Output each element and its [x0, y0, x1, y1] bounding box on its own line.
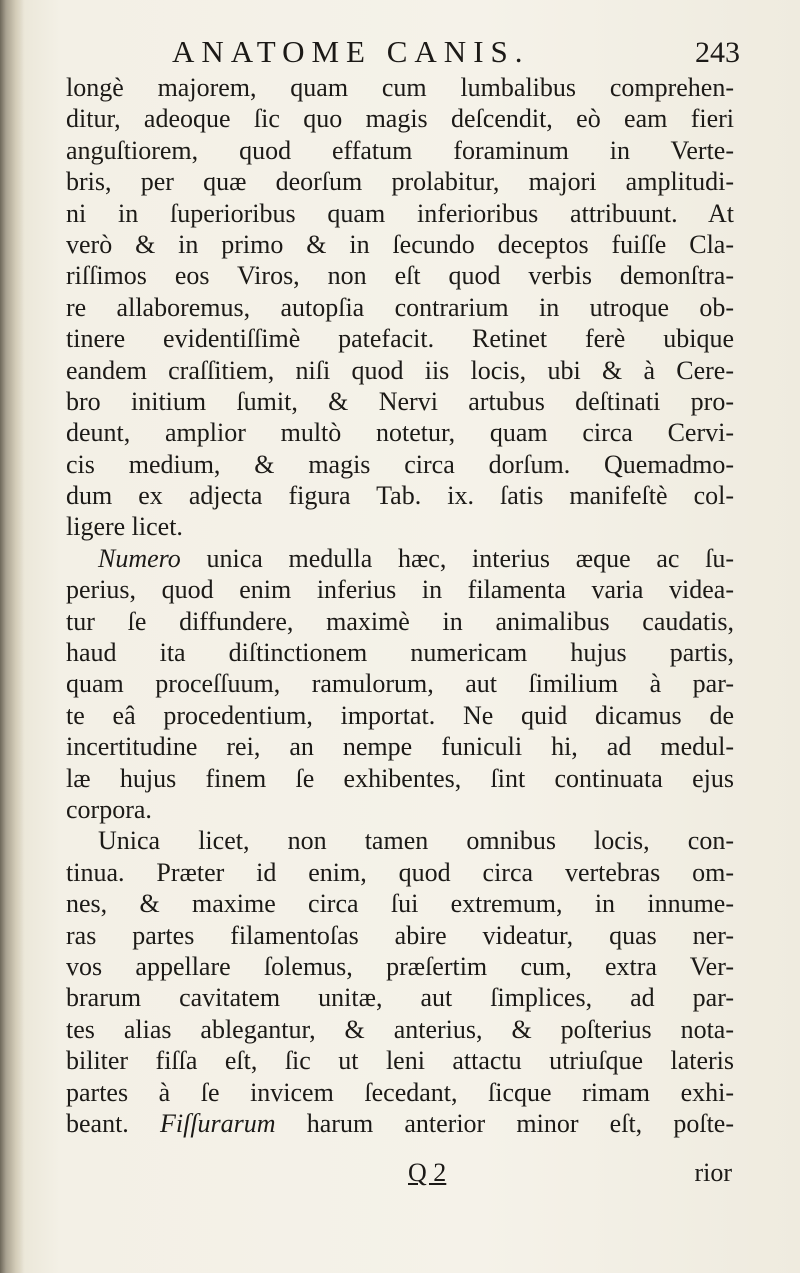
- line-text: beant.: [66, 1108, 160, 1138]
- line-text: haud ita diſtinctionem numericam hujus partis,: [66, 638, 734, 668]
- text-line: [66, 637, 734, 668]
- text-line: [66, 1045, 734, 1076]
- line-text: cis medium, & magis circa dorſum. Quemadmo-: [66, 449, 734, 479]
- running-title: ANATOME CANIS.: [172, 34, 530, 69]
- text-line: [66, 135, 734, 166]
- text-line: [66, 982, 734, 1013]
- text-line: [66, 543, 734, 574]
- line-text: ditur, adeoque ſic quo magis deſcendit, eò eam fieri: [66, 104, 734, 134]
- line-text: verò & in primo & in ſecundo deceptos fuiſſe Cla-: [66, 229, 734, 259]
- line-text: perius, quod enim inferius in filamenta varia videa-: [66, 575, 734, 605]
- line-text: partes à ſe invicem ſecedant, ſicque rimam exhi-: [66, 1077, 734, 1107]
- text-line: [66, 292, 734, 323]
- text-line: [66, 951, 734, 982]
- text-line: [66, 1077, 734, 1108]
- line-text: tur ſe diffundere, maximè in animalibus caudatis,: [66, 606, 734, 636]
- line-text: incertitudine rei, an nempe funiculi hi, ad medul-: [66, 732, 734, 762]
- line-text: bro initium ſumit, & Nervi artubus deſtinati pro-: [66, 386, 734, 416]
- text-line: [66, 731, 734, 762]
- line-text: longè majorem, quam cum lumbalibus comprehen-: [66, 73, 734, 102]
- line-text: unica medulla hæc, interius æque ac ſu-: [180, 543, 734, 573]
- line-text: deunt, amplior multò notetur, quam circa Cervi-: [66, 418, 734, 448]
- catchword: rior: [694, 1158, 732, 1187]
- page-header: [72, 34, 740, 74]
- line-text: læ hujus finem ſe exhibentes, ſint continuata ejus: [66, 763, 734, 793]
- line-text: biliter fiſſa eſt, ſic ut leni attactu utriuſque lateris: [66, 1046, 734, 1076]
- line-text: vos appellare ſolemus, præſertim cum, extra Ver-: [66, 951, 734, 981]
- text-line: [66, 166, 734, 197]
- line-text: tinere evidentiſſimè patefacit. Retinet ferè ubique: [66, 324, 734, 354]
- body-text: [66, 72, 734, 1139]
- text-line: [66, 323, 734, 354]
- line-text: tinua. Præter id enim, quod circa vertebras om-: [66, 857, 734, 887]
- line-text: brarum cavitatem unitæ, aut ſimplices, ad par-: [66, 983, 734, 1013]
- text-line: [66, 700, 734, 731]
- line-text: ras partes filamentoſas abire videatur, quas ner-: [66, 920, 734, 950]
- text-line: [66, 480, 734, 511]
- page-number: 243: [695, 36, 740, 69]
- text-line: [66, 857, 734, 888]
- text-line: [66, 1108, 734, 1139]
- line-text: te eâ procedentium, importat. Ne quid dicamus de: [66, 700, 734, 730]
- line-text: corpora.: [66, 794, 152, 824]
- line-text: dum ex adjecta figura Tab. ix. ſatis manifeſtè col-: [66, 481, 734, 511]
- text-line: [66, 511, 734, 542]
- line-text: riſſimos eos Viros, non eſt quod verbis demonſtra-: [66, 261, 734, 291]
- text-line: [66, 794, 734, 825]
- line-text: bris, per quæ deorſum prolabitur, majori amplitudi-: [66, 167, 734, 197]
- text-line: [66, 386, 734, 417]
- line-text: tes alias ablegantur, & anterius, & poſterius nota-: [66, 1014, 734, 1044]
- text-line: [66, 668, 734, 699]
- text-line: [66, 103, 734, 134]
- binding-gutter: [0, 0, 24, 1273]
- text-line: [66, 355, 734, 386]
- italic-word: Fiſſurarum: [160, 1108, 276, 1138]
- line-text: ni in ſuperioribus quam inferioribus attribuunt. At: [66, 198, 734, 228]
- text-line: [66, 825, 734, 856]
- text-line: [66, 229, 734, 260]
- text-line: [66, 417, 734, 448]
- text-line: [66, 574, 734, 605]
- line-text: Unica licet, non tamen omnibus locis, con-: [98, 826, 734, 856]
- text-line: [66, 198, 734, 229]
- text-line: [66, 920, 734, 951]
- line-text: eandem craſſitiem, niſi quod iis locis, ubi & à Cere-: [66, 355, 734, 385]
- line-text: quam proceſſuum, ramulorum, aut ſimilium à par-: [66, 669, 734, 699]
- page-footer: [66, 1158, 734, 1192]
- line-text: re allaboremus, autopſia contrarium in utroque ob-: [66, 292, 734, 322]
- text-line: [66, 260, 734, 291]
- italic-word: Numero: [98, 543, 181, 573]
- text-line: [66, 72, 734, 103]
- signature-mark: Q 2: [408, 1158, 447, 1187]
- text-line: [66, 449, 734, 480]
- text-line: [66, 1014, 734, 1045]
- line-text: harum anterior minor eſt, poſte-: [275, 1108, 734, 1138]
- text-line: [66, 888, 734, 919]
- line-text: nes, & maxime circa ſui extremum, in innume-: [66, 889, 734, 919]
- text-line: [66, 763, 734, 794]
- line-text: ligere licet.: [66, 512, 183, 542]
- line-text: anguſtiorem, quod effatum foraminum in Verte-: [66, 135, 734, 165]
- text-line: [66, 606, 734, 637]
